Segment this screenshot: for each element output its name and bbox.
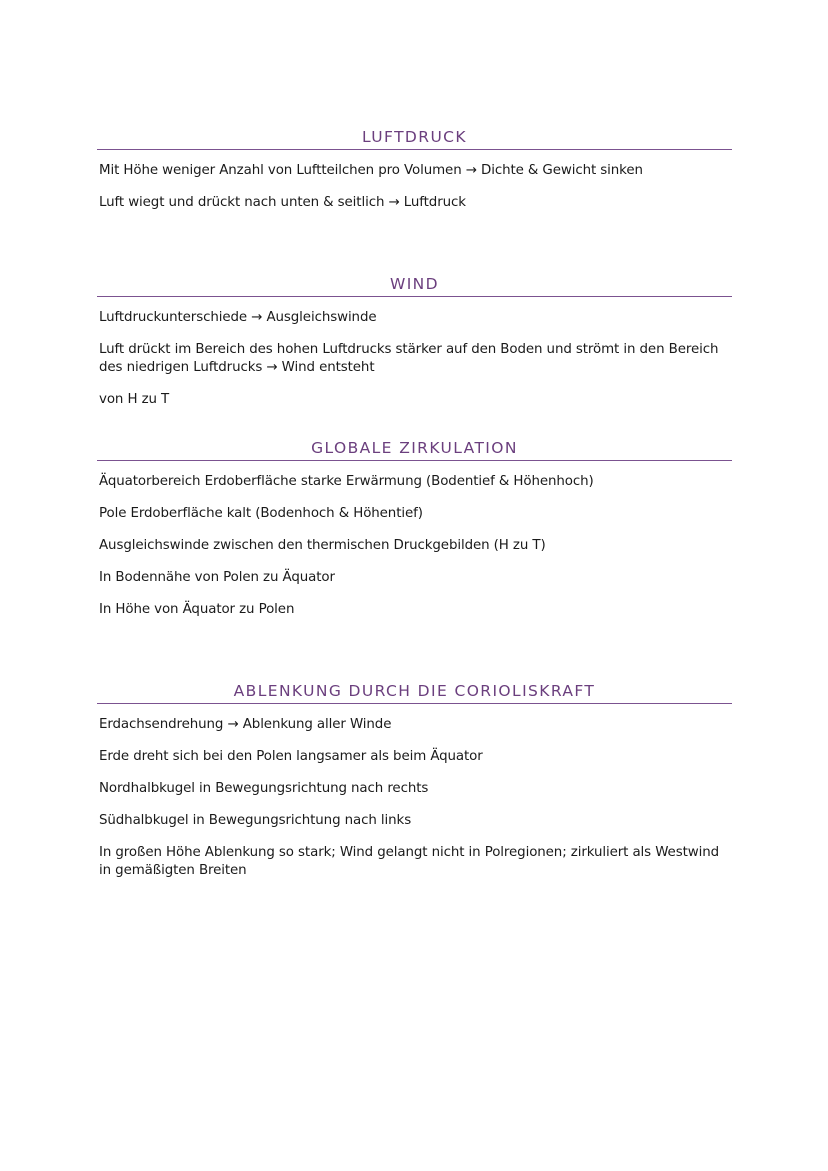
paragraph: Pole Erdoberfläche kalt (Bodenhoch & Höhentief)	[99, 506, 423, 521]
paragraph: Nordhalbkugel in Bewegungsrichtung nach rechts	[99, 781, 429, 796]
section-luftdruck	[97, 128, 732, 212]
paragraph: Erdachsendrehung → Ablenkung aller Winde	[99, 717, 392, 732]
heading-wind: WIND	[97, 275, 732, 297]
paragraph: In Höhe von Äquator zu Polen	[99, 602, 295, 617]
heading-globale-zirkulation: GLOBALE ZIRKULATION	[97, 439, 732, 461]
heading-luftdruck: LUFTDRUCK	[97, 128, 732, 150]
paragraph: Erde dreht sich bei den Polen langsamer als beim Äquator	[99, 749, 483, 764]
paragraph: Ausgleichswinde zwischen den thermischen Druckgebilden (H zu T)	[99, 538, 546, 553]
paragraph: Südhalbkugel in Bewegungsrichtung nach links	[99, 813, 412, 828]
heading-corioliskraft: ABLENKUNG DURCH DIE CORIOLISKRAFT	[97, 682, 732, 704]
section-globale-zirkulation	[97, 439, 732, 619]
paragraph: Äquatorbereich Erdoberfläche starke Erwärmung (Bodentief & Höhenhoch)	[99, 474, 594, 489]
paragraph: Luftdruckunterschiede → Ausgleichswinde	[99, 310, 377, 325]
paragraph: In großen Höhe Ablenkung so stark; Wind gelangt nicht in Polregionen; zirkuliert als Westwind in gemäßigten Breiten	[99, 845, 719, 878]
section-wind	[97, 275, 732, 409]
paragraph: von H zu T	[99, 392, 170, 407]
paragraph: Luft drückt im Bereich des hohen Luftdrucks stärker auf den Boden und strömt in den Bereich des niedrigen Luftdrucks → Wind entsteht	[99, 342, 719, 375]
paragraph: Mit Höhe weniger Anzahl von Luftteilchen pro Volumen → Dichte & Gewicht sinken	[99, 163, 643, 178]
section-corioliskraft	[97, 682, 732, 880]
paragraph: In Bodennähe von Polen zu Äquator	[99, 570, 335, 585]
paragraph: Luft wiegt und drückt nach unten & seitlich → Luftdruck	[99, 195, 466, 210]
